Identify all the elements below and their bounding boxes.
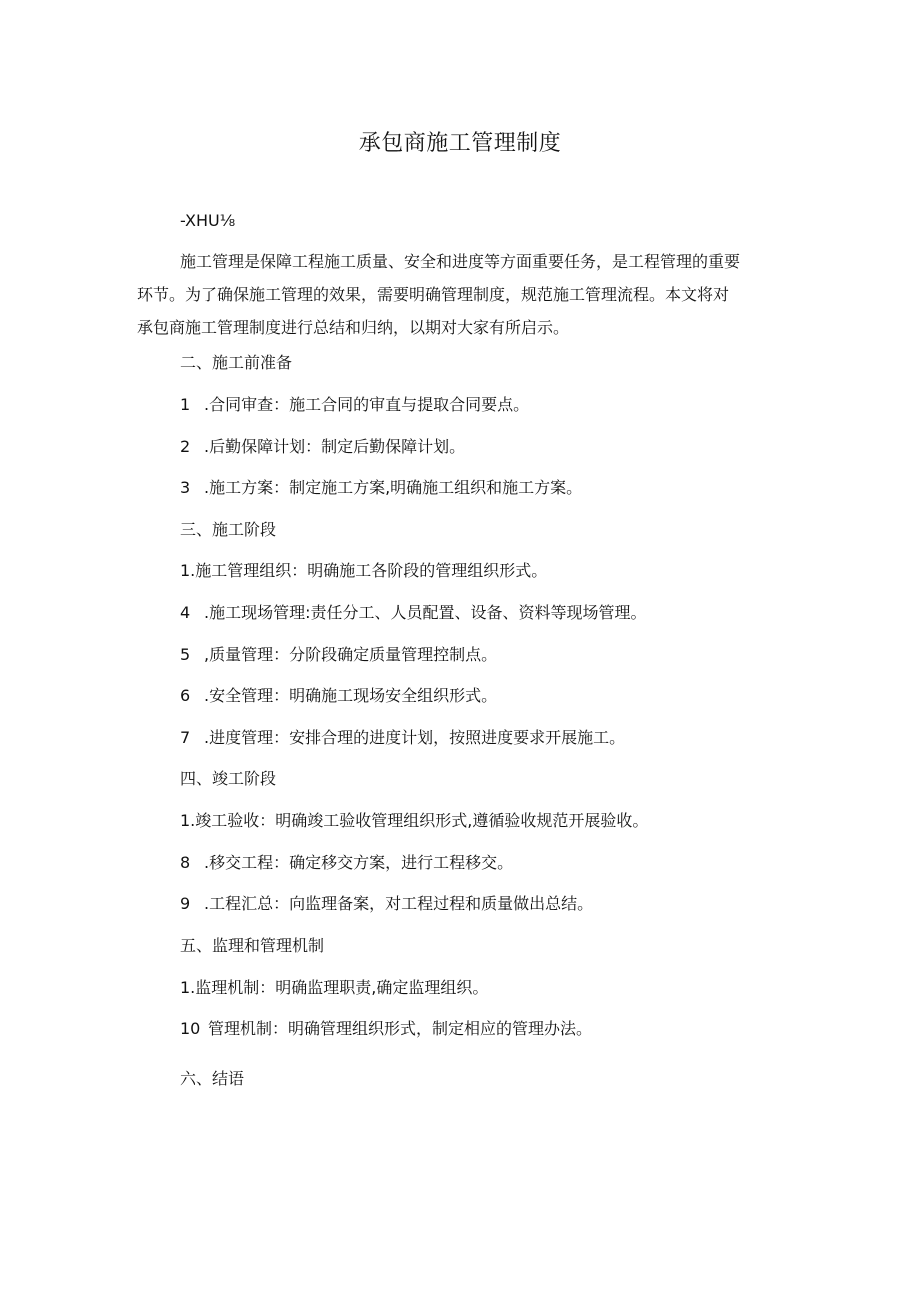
list-item xyxy=(180,852,513,874)
section-heading: 六、结语 xyxy=(180,1069,245,1088)
intro-line: 施工管理是保障工程施工质量、安全和进度等方面重要任务，是工程管理的重要 xyxy=(180,252,741,271)
item-number: 3 xyxy=(180,478,191,497)
list-item xyxy=(180,685,497,707)
section-heading: 二、施工前准备 xyxy=(180,353,293,372)
section-heading: 三、施工阶段 xyxy=(180,520,277,539)
item-number: 4 xyxy=(180,603,191,622)
item-number: 6 xyxy=(180,686,191,705)
list-item xyxy=(180,893,593,915)
item-number: 9 xyxy=(180,894,191,913)
item-number: 8 xyxy=(180,853,191,872)
list-item: 1.施工管理组织：明确施工各阶段的管理组织形式。 xyxy=(180,561,548,580)
item-text: ,质量管理：分阶段确定质量管理控制点。 xyxy=(204,645,498,664)
list-item xyxy=(180,1018,592,1040)
item-text: .后勤保障计划：制定后勤保障计划。 xyxy=(204,437,466,456)
item-number: 10 xyxy=(180,1019,201,1038)
item-text: .合同审查：施工合同的审直与提取合同要点。 xyxy=(204,395,530,414)
item-text: .施工现场管理:责任分工、人员配置、设备、资料等现场管理。 xyxy=(204,603,647,622)
item-text: .进度管理：安排合理的进度计划，按照进度要求开展施工。 xyxy=(204,728,626,747)
list-item: 1.监理机制：明确监理职责,确定监理组织。 xyxy=(180,978,489,997)
item-text: .安全管理：明确施工现场安全组织形式。 xyxy=(204,686,498,705)
item-text: .施工方案：制定施工方案,明确施工组织和施工方案。 xyxy=(204,478,583,497)
intro-line: 承包商施工管理制度进行总结和归纳，以期对大家有所启示。 xyxy=(137,318,570,337)
item-number: 7 xyxy=(180,728,191,747)
item-text: .移交工程：确定移交方案，进行工程移交。 xyxy=(204,853,514,872)
section-heading: 四、竣工阶段 xyxy=(180,769,277,788)
item-number: 2 xyxy=(180,437,191,456)
item-text: 管理机制：明确管理组织形式，制定相应的管理办法。 xyxy=(208,1019,593,1038)
list-item xyxy=(180,477,582,499)
heading-1: -XHU⅛ xyxy=(180,211,236,230)
list-item xyxy=(180,602,646,624)
list-item xyxy=(180,436,465,458)
document-title: 承包商施工管理制度 xyxy=(358,131,562,156)
list-item xyxy=(180,394,529,416)
item-number: 5 xyxy=(180,645,191,664)
list-item: 1.竣工验收：明确竣工验收管理组织形式,遵循验收规范开展验收。 xyxy=(180,811,649,830)
intro-line: 环节。为了确保施工管理的效果，需要明确管理制度，规范施工管理流程。本文将对 xyxy=(137,285,730,304)
intro-paragraph xyxy=(137,245,785,344)
list-item xyxy=(180,727,625,749)
section-heading: 五、监理和管理机制 xyxy=(180,936,325,955)
item-number: 1 xyxy=(180,395,191,414)
list-item xyxy=(180,644,497,666)
item-text: .工程汇总：向监理备案，对工程过程和质量做出总结。 xyxy=(204,894,594,913)
